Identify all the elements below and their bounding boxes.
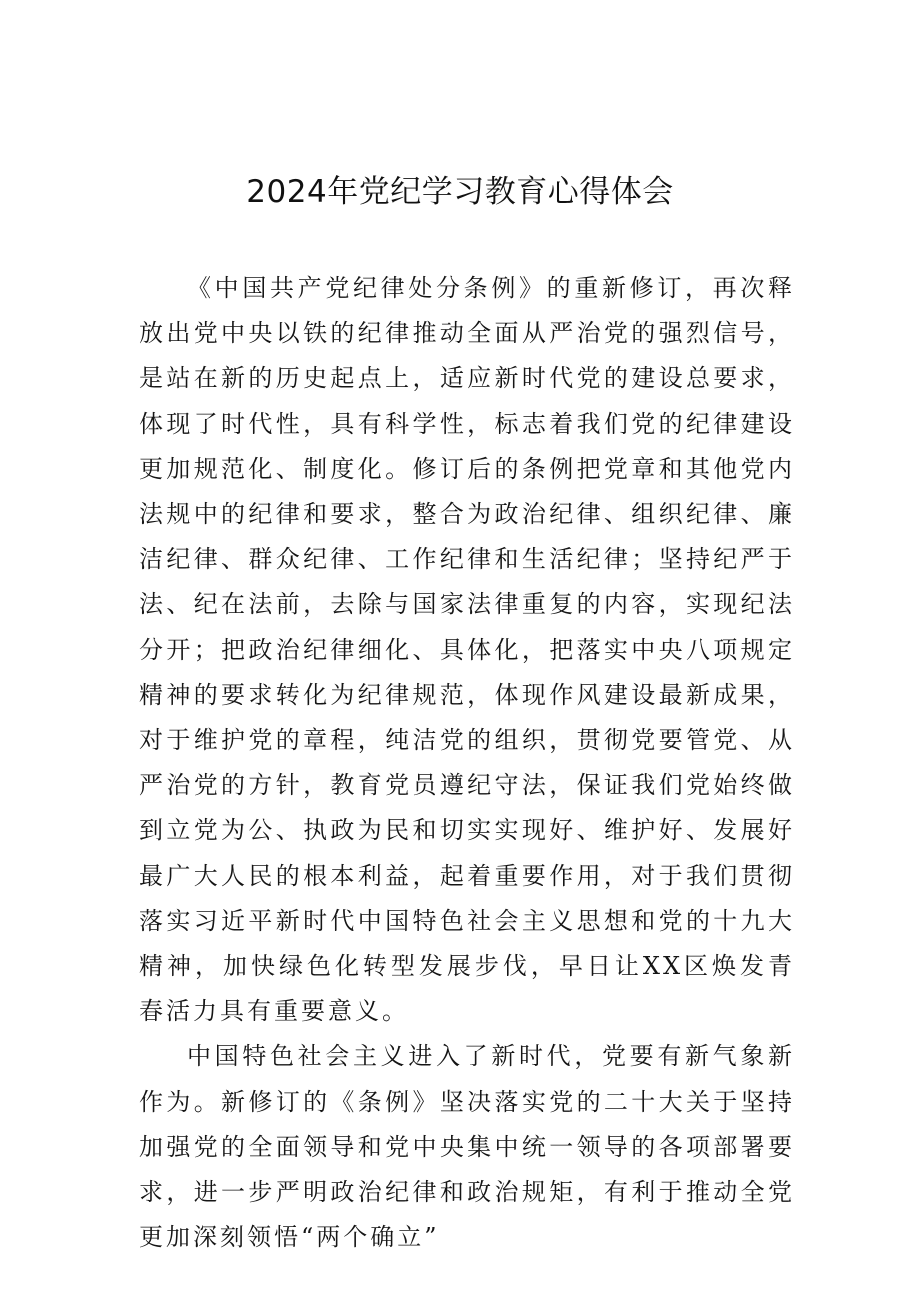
paragraph-2: 中国特色社会主义进入了新时代，党要有新气象新作为。新修订的《条例》坚决落实党的二十大关于坚持加强党的全面领导和党中央集中统一领导的各项部署要求，进一步严明政治纪律和政治规矩，有利于推动全党更加深刻领悟“两个确立” xyxy=(139,1042,795,1252)
document-body xyxy=(139,266,795,1260)
document-title: 2024年党纪学习教育心得体会 xyxy=(246,174,674,210)
paragraph-1: 《中国共产党纪律处分条例》的重新修订，再次释放出党中央以铁的纪律推动全面从严治党的强烈信号，是站在新的历史起点上，适应新时代党的建设总要求，体现了时代性，具有科学性，标志着我们党的纪律建设更加规范化、制度化。修订后的条例把党章和其他党内法规中的纪律和要求，整合为政治纪律、组织纪律、廉洁纪律、群众纪律、工作纪律和生活纪律；坚持纪严于法、纪在法前，去除与国家法律重复的内容，实现纪法分开；把政治纪律细化、具体化，把落实中央八项规定精神的要求转化为纪律规范，体现作风建设最新成果，对于维护党的章程，纯洁党的组织，贯彻党要管党、从严治党的方针，教育党员遵纪守法，保证我们党始终做到立党为公、执政为民和切实实现好、维护好、发展好最广大人民的根本利益，起着重要作用，对于我们贯彻落实习近平新时代中国特色社会主义思想和党的十九大精神，加快绿色化转型发展步伐，早日让XX区焕发青春活力具有重要意义。 xyxy=(139,274,795,1026)
